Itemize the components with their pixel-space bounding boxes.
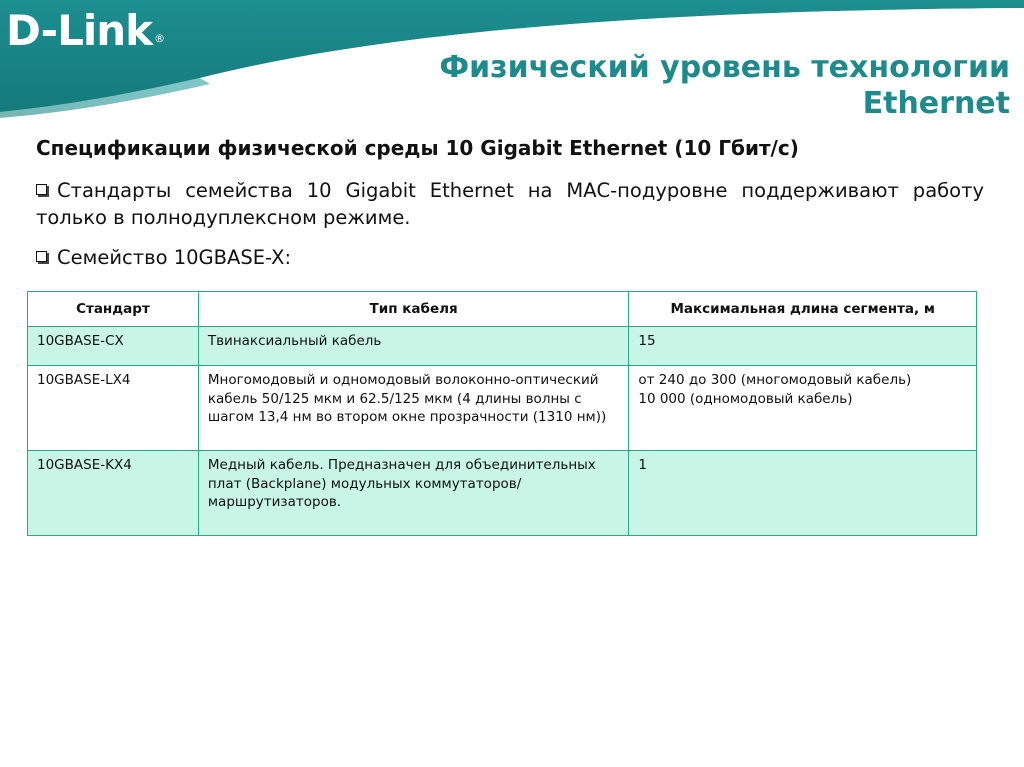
bullet-item-2 <box>36 244 984 271</box>
table-row <box>28 366 977 451</box>
bullet-item-1 <box>36 177 984 231</box>
checkbox-bullet-icon <box>36 184 47 195</box>
title-line-1: Физический уровень технологии <box>439 50 1010 85</box>
length-multimode: от 240 до 300 (многомодовый кабель) <box>638 372 912 388</box>
cell-max-length: 1 <box>629 451 977 536</box>
table-header-row <box>28 292 977 327</box>
registered-mark: ® <box>154 32 165 45</box>
cell-standard: 10GBASE-LX4 <box>28 366 199 451</box>
cell-cable-type: Твинаксиальный кабель <box>198 327 629 366</box>
table-row <box>28 327 977 366</box>
column-header-max-length: Максимальная длина сегмента, м <box>629 292 977 327</box>
title-line-2: Ethernet <box>862 86 1010 121</box>
column-header-standard: Стандарт <box>28 292 199 327</box>
page-title <box>439 50 1010 122</box>
cell-max-length <box>629 366 977 451</box>
column-header-cable-type: Тип кабеля <box>198 292 629 327</box>
logo-text: D-Link <box>6 6 153 55</box>
length-singlemode: 10 000 (одномодовый кабель) <box>638 390 853 407</box>
section-subtitle: Спецификации физической среды 10 Gigabit Ethernet (10 Гбит/с) <box>36 136 799 160</box>
cell-cable-type: Многомодовый и одномодовый волоконно-оптический кабель 50/125 мкм и 62.5/125 мкм (4 длины волны с шагом 13,4 нм во втором окне прозрачности (1310 нм)) <box>198 366 629 451</box>
spec-table <box>27 291 977 536</box>
checkbox-bullet-icon <box>36 251 47 262</box>
cell-cable-type: Медный кабель. Предназначен для объединительных плат (Backplane) модульных коммутаторов/маршрутизаторов. <box>198 451 629 536</box>
cell-max-length: 15 <box>629 327 977 366</box>
cell-standard: 10GBASE-CX <box>28 327 199 366</box>
cell-standard: 10GBASE-KX4 <box>28 451 199 536</box>
bullet-text-1: Стандарты семейства 10 Gigabit Ethernet на МАС-подуровне поддерживают работу только в полнодуплексном режиме. <box>36 179 984 229</box>
table-row <box>28 451 977 536</box>
d-link-logo <box>6 6 165 56</box>
bullet-text-2: Семейство 10GBASE-X: <box>57 246 292 269</box>
